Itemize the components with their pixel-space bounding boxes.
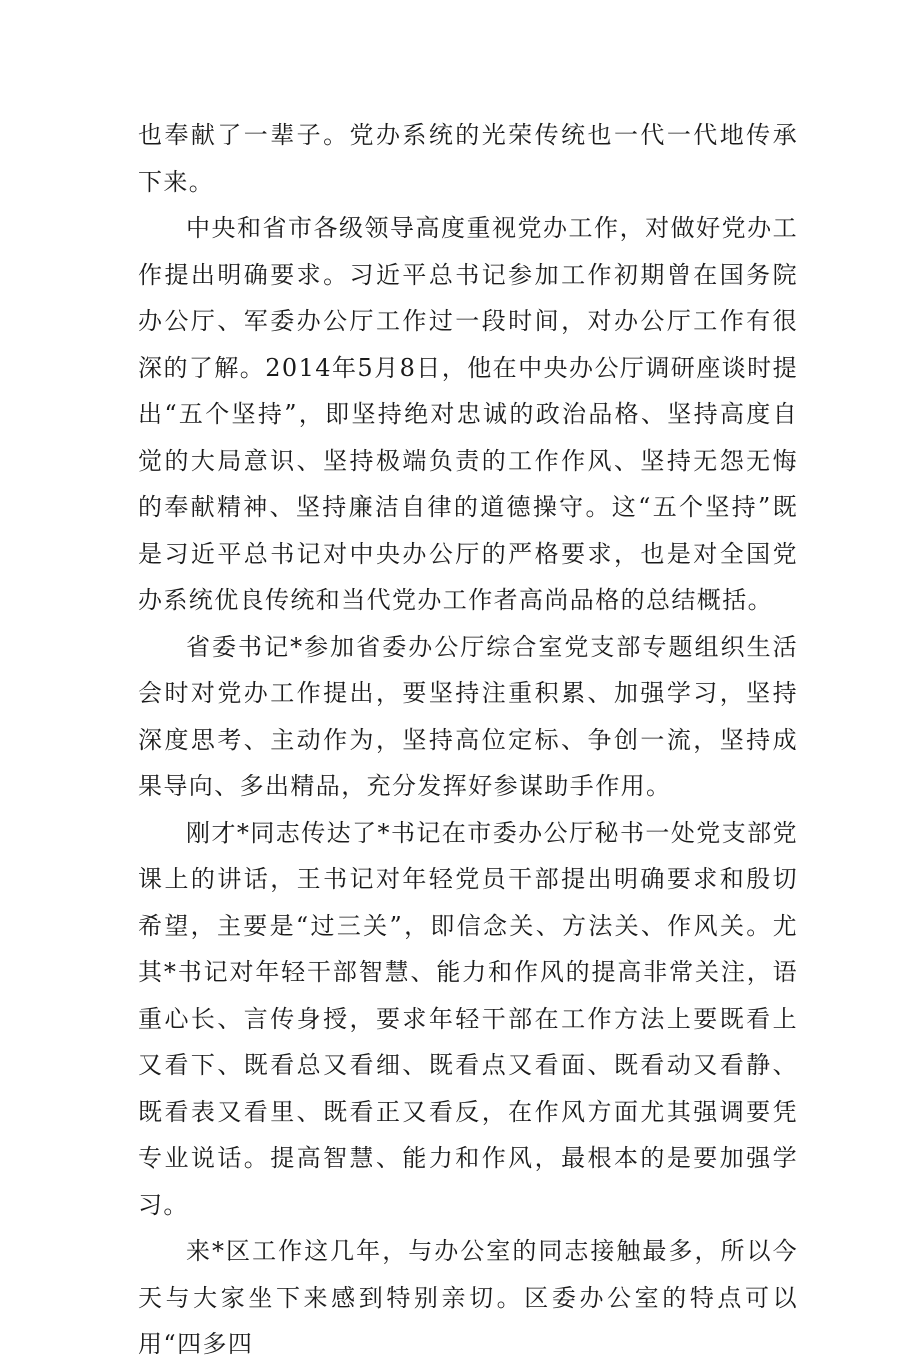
paragraph-4: 刚才*同志传达了*书记在市委办公厅秘书一处党支部党课上的讲话，王书记对年轻党员干部提出明确要求和殷切希望，主要是“过三关”，即信念关、方法关、作风关。尤其*书记对年轻干部智慧、能力和作风的提高非常关注，语重心长、言传身授，要求年轻干部在工作方法上要既看上又看下、既看总又看细、既看点又看面、既看动又看静、既看表又看里、既看正又看反，在作风方面尤其强调要凭专业说话。提高智慧、能力和作风，最根本的是要加强学习。 — [138, 818, 798, 1219]
paragraph-5: 来*区工作这几年，与办公室的同志接触最多，所以今天与大家坐下来感到特别亲切。区委办公室的特点可以用“四多四 — [138, 1237, 798, 1358]
paragraph-1: 也奉献了一辈子。党办系统的光荣传统也一代一代地传承下来。 — [138, 121, 798, 196]
paragraph-2: 中央和省市各级领导高度重视党办工作，对做好党办工作提出明确要求。习近平总书记参加工作初期曾在国务院办公厅、军委办公厅工作过一段时间，对办公厅工作有很深的了解。2014年5月8日，他在中央办公厅调研座谈时提出“五个坚持”，即坚持绝对忠诚的政治品格、坚持高度自觉的大局意识、坚持极端负责的工作作风、坚持无怨无悔的奉献精神、坚持廉洁自律的道德操守。这“五个坚持”既是习近平总书记对中央办公厅的严格要求，也是对全国党办系统优良传统和当代党办工作者高尚品格的总结概括。 — [138, 214, 798, 614]
document-body — [138, 112, 798, 1368]
paragraph-3: 省委书记*参加省委办公厅综合室党支部专题组织生活会时对党办工作提出，要坚持注重积累、加强学习，坚持深度思考、主动作为，坚持高位定标、争创一流，坚持成果导向、多出精品，充分发挥好参谋助手作用。 — [138, 632, 798, 800]
